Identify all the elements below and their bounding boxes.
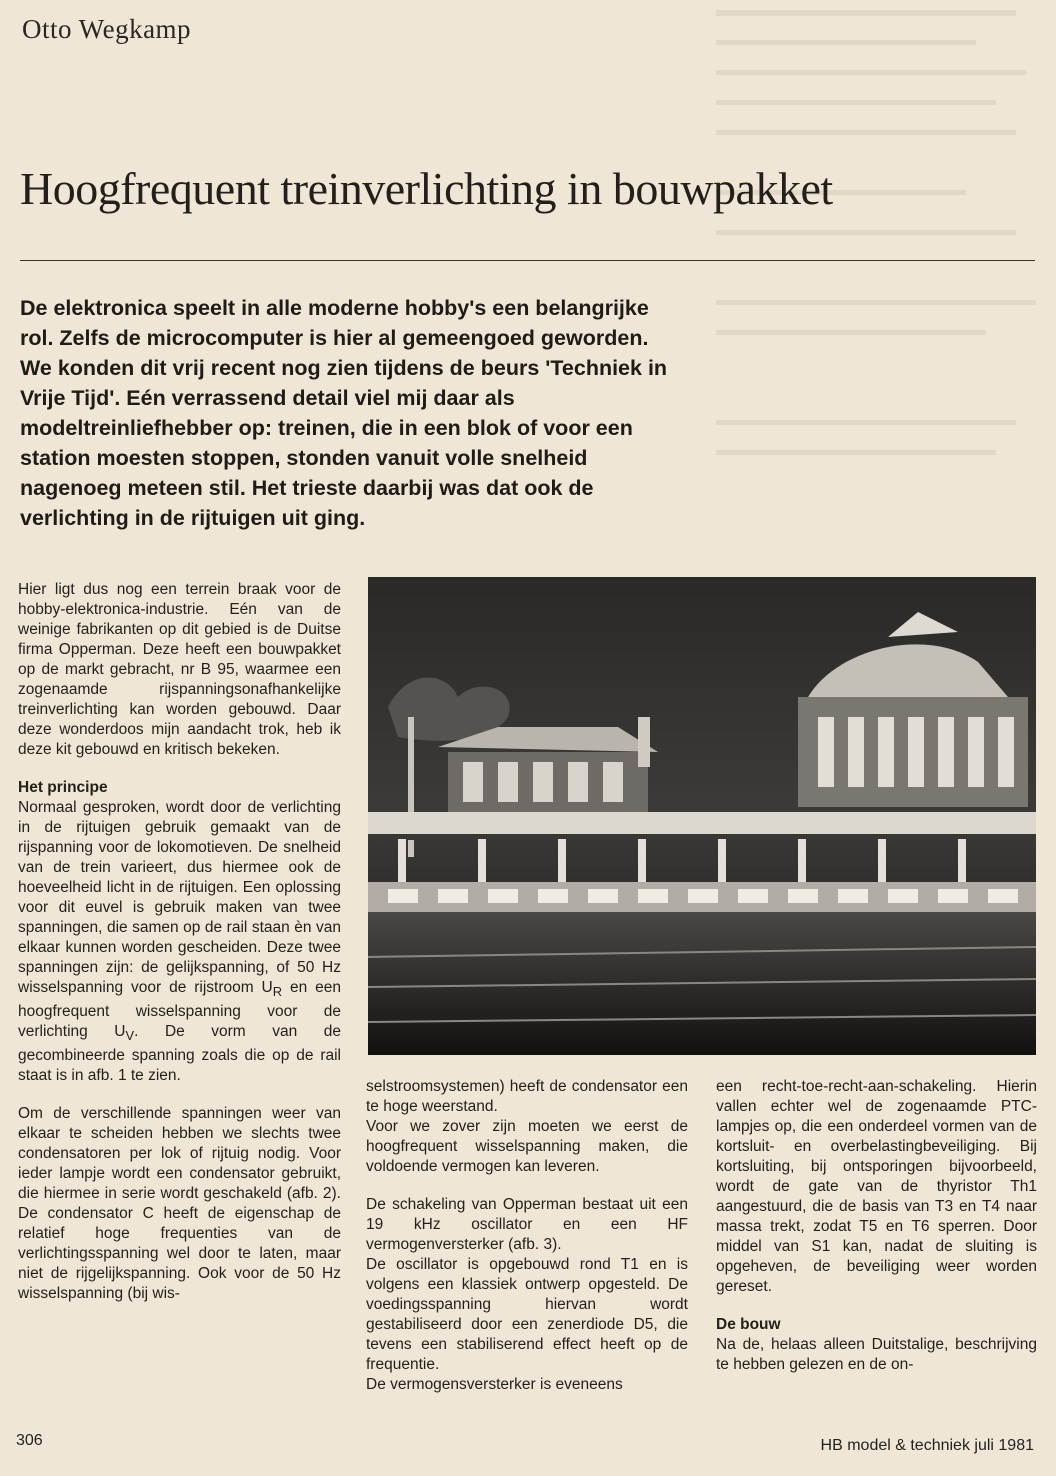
station-photo	[368, 577, 1036, 1055]
page-number: 306	[16, 1432, 43, 1449]
column-3	[716, 1077, 1037, 1375]
body-paragraph: Voor we zover zijn moeten we eerst de hoogfrequent wisselspanning maken, die voldoende vermogen kan leveren.	[366, 1118, 688, 1175]
author-name: Otto Wegkamp	[22, 14, 192, 44]
section-heading-principe: Het principe	[18, 779, 108, 796]
article-title: Hoogfrequent treinverlichting in bouwpakket	[20, 163, 833, 214]
body-paragraph: Om de verschillende spanningen weer van elkaar te scheiden hebben we slechts twee condensatoren per lok of rijtuig nodig. Voor ieder lampje wordt een condensator gebruikt, die hiermee in serie wordt geschakeld (afb. 2). De condensator C heeft de eigenschap de relatief hoge frequenties van de verlichtingsspanning wel door te laten, maar niet de rijgelijkspanning. Ook voor de 50 Hz wisselspanning (bij wis-	[18, 1105, 341, 1303]
section-heading-bouw: De bouw	[716, 1316, 781, 1333]
subscript-r: R	[272, 984, 283, 1000]
column-1	[18, 580, 341, 1304]
body-paragraph: een recht-toe-recht-aan-schakeling. Hierin vallen echter wel de zogenaamde PTC-lampjes op, die een onderdeel vormen van de kortsluit- en overbelastingbeveiliging. Bij kortsluiting, bij ontsporingen bijvoorbeeld, wordt de gate van de thyristor Th1 aangestuurd, die de basis van T3 en T4 naar massa trekt, zodat T5 en T6 sperren. Door middel van S1 kan, nadat de sluiting is opgeheven, de beveiliging weer worden gereset.	[716, 1078, 1037, 1295]
body-paragraph: Normaal gesproken, wordt door de verlichting in de rijtuigen gebruik gemaakt van de rijspanning voor de lokomotieven. De snelheid van de trein varieert, dus hiermee ook de hoeveelheid licht in de rijtuigen. Een oplossing voor dit euvel is gebruik maken van twee spanningen, die samen op de rail staan èn van elkaar kunnen worden gescheiden. Deze twee spanningen zijn: de gelijkspanning, of 50 Hz wisselspanning voor de rijstroom $U_R$ en een hoogfrequent wisselspanning voor de verlichting $U_V$. De vorm van de gecombineerde spanning zoals die op de rail staat is in afb. 1 te zien.	[18, 799, 341, 1085]
body-paragraph: Hier ligt dus nog een terrein braak voor de hobby-elektronica-industrie. Eén van de weinige fabrikanten op dit gebied is de Duitse firma Opperman. Deze heeft een bouwpakket op de markt gebracht, nr B 95, waarmee een zogenaamde rijspanningsonafhankelijke treinverlichting kan worden gebouwd. Daar deze wonderdoos mijn aandacht trok, heb ik deze kit gebouwd en kritisch bekeken.	[18, 581, 341, 758]
show-through-texture	[716, 0, 1056, 560]
body-paragraph: De schakeling van Opperman bestaat uit een 19 kHz oscillator en een HF vermogenversterker (afb. 3).	[366, 1196, 688, 1253]
body-paragraph: Na de, helaas alleen Duitstalige, beschrijving te hebben gelezen en de on-	[716, 1336, 1037, 1373]
magazine-footer: HB model & techniek juli 1981	[820, 1437, 1034, 1454]
body-paragraph: De vermogensversterker is eveneens	[366, 1376, 623, 1393]
lead-paragraph: De elektronica speelt in alle moderne hobby's een belangrijke rol. Zelfs de microcomputer is hier al gemeengoed geworden. We konden dit vrij recent nog zien tijdens de beurs 'Techniek in Vrije Tijd'. Eén verrassend detail viel mij daar als modeltreinliefhebber op: treinen, die in een blok of voor een station moesten stoppen, stonden vanuit volle snelheid nagenoeg meteen stil. Het trieste daarbij was dat ook de verlichting in de rijtuigen uit ging.	[20, 296, 668, 530]
body-paragraph: selstroomsystemen) heeft de condensator een te hoge weerstand.	[366, 1078, 688, 1115]
subscript-v: V	[125, 1028, 135, 1044]
model-station-illustration	[368, 577, 1036, 1055]
body-paragraph: De oscillator is opgebouwd rond T1 en is volgens een klassiek ontwerp opgesteld. De voedingsspanning hiervan wordt gestabiliseerd door een zenerdiode D5, die tevens een stabiliserend effect heeft op de frequentie.	[366, 1256, 688, 1373]
column-2	[366, 1077, 688, 1395]
title-divider	[20, 260, 1035, 261]
